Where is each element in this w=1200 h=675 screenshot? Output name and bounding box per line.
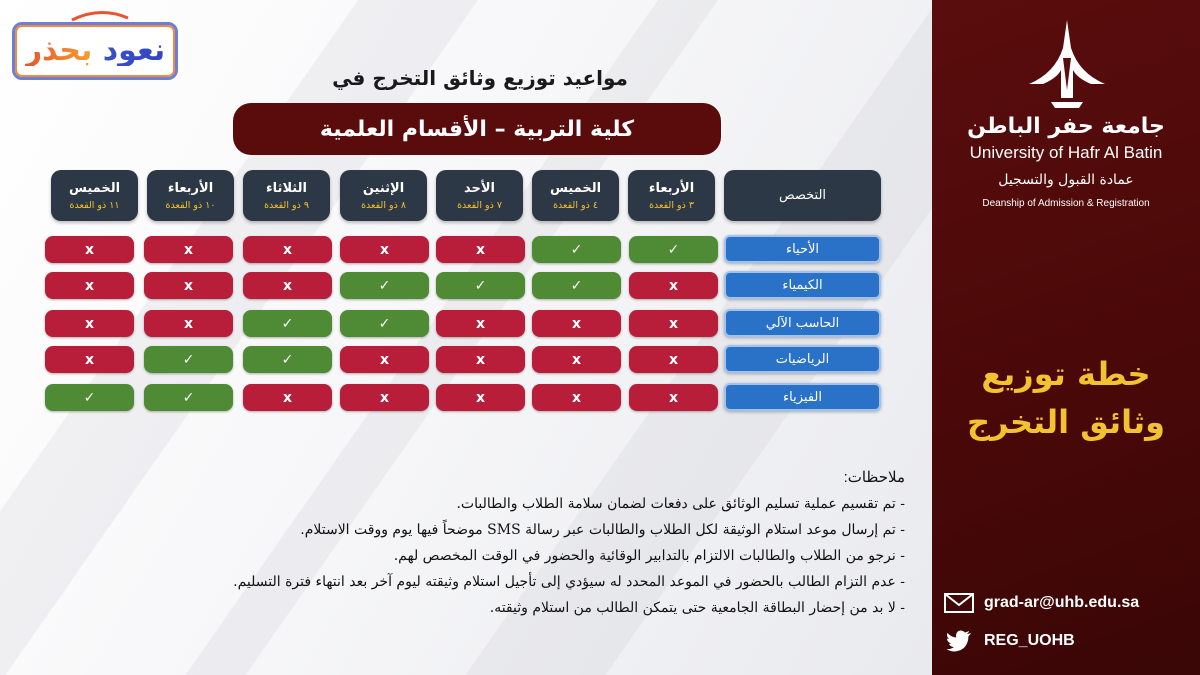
deanship-name-en: Deanship of Admission & Registration	[982, 198, 1150, 209]
cross-cell: x	[45, 272, 134, 299]
day-date: ٩ ذو القعدة	[264, 199, 309, 211]
cross-cell: x	[45, 310, 134, 337]
campaign-logo-text: نعود بحذر	[24, 33, 166, 68]
specialty-label: الرياضيات	[724, 345, 881, 373]
day-name: الخميس	[549, 180, 602, 196]
day-header	[436, 170, 523, 221]
cross-cell: x	[144, 236, 233, 263]
day-name: الثلاثاء	[266, 180, 307, 196]
specialty-label: الأحياء	[724, 235, 881, 263]
day-name: الخميس	[68, 180, 121, 196]
logo-swoosh-icon	[70, 10, 130, 24]
slogan	[932, 350, 1200, 446]
cross-cell: x	[243, 384, 332, 411]
day-name: الأربعاء	[167, 180, 214, 196]
email-address[interactable]: grad-ar@uhb.edu.sa	[984, 594, 1140, 611]
note-item: - تم إرسال موعد استلام الوثيقة لكل الطلاب والطالبات عبر رسالة SMS موضحاً فيها يوم ووقت الاستلام.	[300, 522, 905, 538]
day-date: ٤ ذو القعدة	[553, 199, 598, 211]
cross-cell: x	[243, 272, 332, 299]
cross-cell: x	[532, 346, 621, 373]
side-panel	[932, 0, 1200, 675]
cross-cell: x	[629, 310, 718, 337]
check-cell: ✓	[532, 272, 621, 299]
day-header	[532, 170, 619, 221]
day-header	[243, 170, 330, 221]
day-date: ٨ ذو القعدة	[361, 199, 406, 211]
envelope-icon	[942, 591, 976, 615]
cross-cell: x	[629, 272, 718, 299]
notes-section	[150, 465, 905, 621]
cross-cell: x	[532, 310, 621, 337]
cross-cell: x	[340, 236, 429, 263]
slogan-line-1: خطة توزيع	[981, 355, 1151, 393]
check-cell: ✓	[144, 384, 233, 411]
deanship-name-ar: عمادة القبول والتسجيل	[998, 172, 1134, 188]
check-cell: ✓	[340, 272, 429, 299]
page-title: مواعيد توزيع وثائق التخرج في	[332, 66, 628, 90]
note-item: - تم تقسيم عملية تسليم الوثائق على دفعات لضمان سلامة الطلاب والطالبات.	[456, 496, 905, 512]
day-name: الأحد	[464, 180, 496, 196]
check-cell: ✓	[629, 236, 718, 263]
day-date: ١٠ ذو القعدة	[165, 199, 216, 211]
check-cell: ✓	[45, 384, 134, 411]
specialty-header: التخصص	[724, 170, 881, 221]
check-cell: ✓	[340, 310, 429, 337]
cross-cell: x	[436, 310, 525, 337]
campaign-logo	[12, 22, 178, 80]
specialty-label: الحاسب الآلي	[724, 309, 881, 337]
cross-cell: x	[629, 346, 718, 373]
check-cell: ✓	[243, 346, 332, 373]
cross-cell: x	[436, 346, 525, 373]
cross-cell: x	[436, 384, 525, 411]
email-contact[interactable]	[942, 589, 1139, 617]
university-emblem-icon	[1027, 18, 1107, 110]
note-item: - لا بد من إحضار البطاقة الجامعية حتى يتمكن الطالب من استلام وثيقته.	[489, 600, 905, 616]
cross-cell: x	[532, 384, 621, 411]
specialty-label: الفيزياء	[724, 383, 881, 411]
day-name: الأربعاء	[648, 180, 695, 196]
day-date: ٧ ذو القعدة	[457, 199, 502, 211]
university-name-ar: جامعة حفر الباطن	[967, 114, 1165, 139]
cross-cell: x	[45, 236, 134, 263]
cross-cell: x	[243, 236, 332, 263]
note-item: - عدم التزام الطالب بالحضور في الموعد المحدد له سيؤدي إلى تأجيل استلام وثيقته ليوم آخر بعد انتهاء فترة التسليم.	[233, 574, 905, 590]
cross-cell: x	[144, 272, 233, 299]
check-cell: ✓	[243, 310, 332, 337]
note-item: - نرجو من الطلاب والطالبات الالتزام بالتدابير الوقائية والحضور في الوقت المخصص لهم.	[393, 548, 905, 564]
twitter-handle[interactable]: REG_UOHB	[984, 632, 1075, 649]
day-name: الإثنين	[362, 180, 405, 196]
day-header	[340, 170, 427, 221]
cross-cell: x	[45, 346, 134, 373]
notes-heading: ملاحظات:	[843, 469, 905, 486]
day-header	[147, 170, 234, 221]
check-cell: ✓	[436, 272, 525, 299]
day-date: ١١ ذو القعدة	[69, 199, 120, 211]
check-cell: ✓	[144, 346, 233, 373]
college-banner: كلية التربية – الأقسام العلمية	[233, 103, 721, 155]
cross-cell: x	[144, 310, 233, 337]
cross-cell: x	[629, 384, 718, 411]
day-header	[628, 170, 715, 221]
twitter-bird-icon	[942, 629, 976, 653]
specialty-label: الكيمياء	[724, 271, 881, 299]
university-name-en: University of Hafr Al Batin	[969, 143, 1163, 162]
cross-cell: x	[340, 384, 429, 411]
day-header	[51, 170, 138, 221]
day-date: ٣ ذو القعدة	[649, 199, 694, 211]
cross-cell: x	[436, 236, 525, 263]
check-cell: ✓	[532, 236, 621, 263]
cross-cell: x	[340, 346, 429, 373]
slogan-line-2: وثائق التخرج	[967, 403, 1165, 441]
twitter-contact[interactable]	[942, 627, 1075, 655]
